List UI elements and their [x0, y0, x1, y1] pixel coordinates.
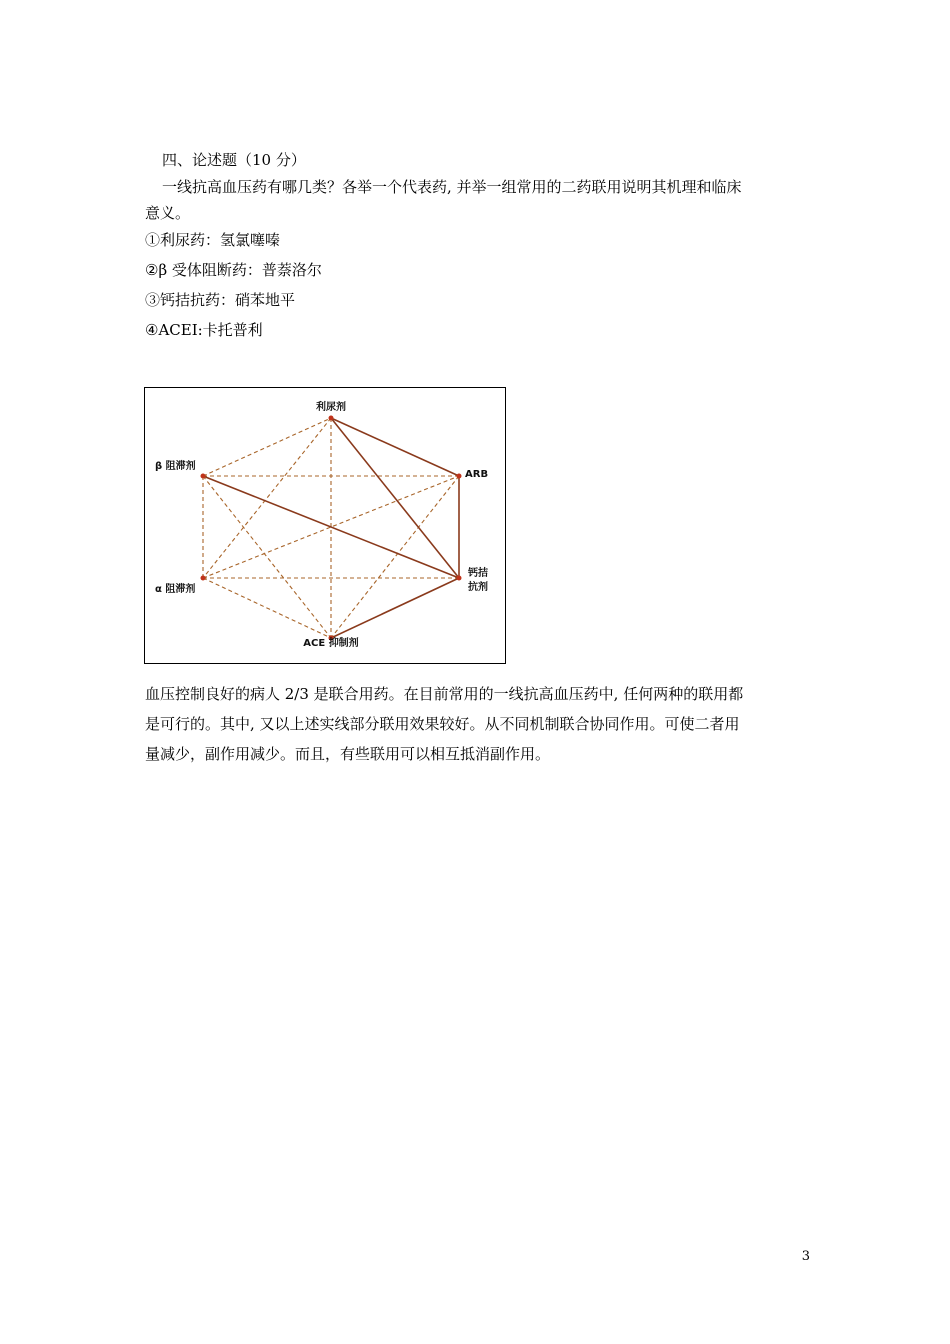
label-diuretic: 利尿剂 — [316, 402, 346, 413]
edge-arb-ace — [331, 476, 459, 638]
question-line-1: 一线抗高血压药有哪几类？各举一个代表药, 并举一组常用的二药联用说明其机理和临床 — [162, 178, 742, 196]
node-arb — [457, 474, 462, 479]
node-diuretic — [329, 416, 334, 421]
page-number: 3 — [801, 1249, 810, 1264]
label-ccb-line1: 钙拮 — [468, 568, 488, 579]
paragraph-line-2: 是可行的。其中, 又以上述实线部分联用效果较好。从不同机制联合协同作用。可使二者用 — [145, 715, 740, 733]
label-alpha-blocker: α 阻滞剂 — [155, 584, 196, 595]
answer-item-3: ③钙拮抗药：硝苯地平 — [145, 291, 296, 309]
edge-ccb-ace — [331, 578, 459, 638]
answer-item-1: ①利尿药：氢氯噻嗪 — [145, 231, 281, 249]
answer-item-2: ②β 受体阻断药：普萘洛尔 — [145, 261, 322, 279]
label-beta-blocker: β 阻滞剂 — [155, 461, 196, 472]
node-beta — [201, 474, 206, 479]
node-ccb — [457, 576, 462, 581]
label-arb: ARB — [465, 469, 489, 480]
label-ccb-line2: 抗剂 — [468, 582, 488, 593]
edge-diuretic-alpha — [203, 418, 331, 578]
paragraph-line-3: 量减少，副作用减少。而且，有些联用可以相互抵消副作用。 — [145, 745, 551, 763]
drug-combination-diagram — [144, 387, 506, 664]
hexagon-diagram-svg — [145, 388, 504, 662]
label-ace-inhibitor: ACE 抑制剂 — [303, 638, 359, 649]
section-heading: 四、论述题（10 分） — [162, 151, 306, 169]
edge-beta-diuretic — [203, 418, 331, 476]
node-alpha — [201, 576, 206, 581]
edge-diuretic-ccb — [331, 418, 459, 578]
answer-item-4: ④ACEI:卡托普利 — [145, 321, 263, 339]
question-line-2: 意义。 — [145, 204, 191, 222]
edge-alpha-ace — [203, 578, 331, 638]
edge-diuretic-arb — [331, 418, 459, 476]
edge-beta-ace — [203, 476, 331, 638]
paragraph-line-1: 血压控制良好的病人 2/3 是联合用药。在目前常用的一线抗高血压药中, 任何两种的联用都 — [145, 685, 744, 703]
